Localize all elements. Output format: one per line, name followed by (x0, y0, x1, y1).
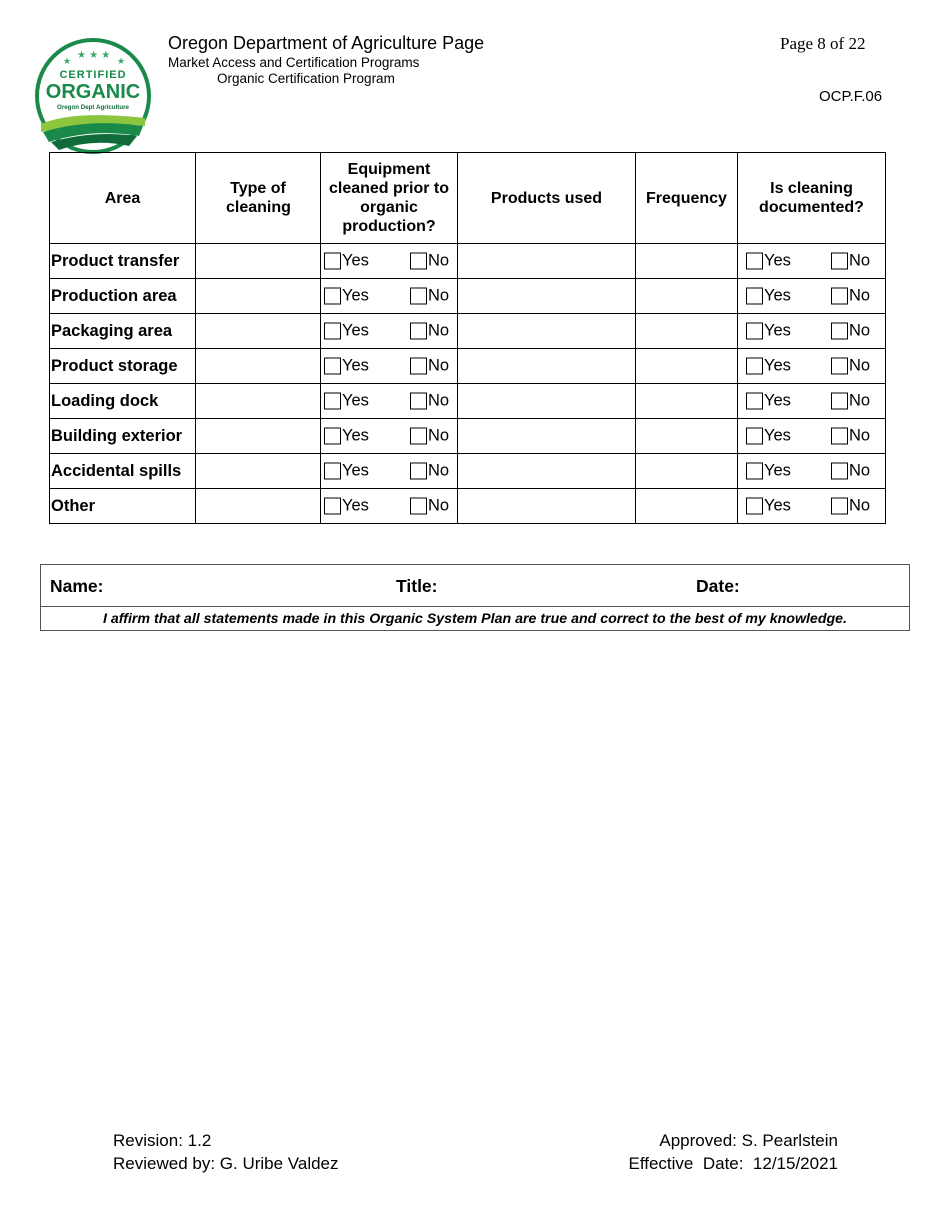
footer-right (629, 1129, 839, 1175)
svg-text:★ ★ ★: ★ ★ ★ (77, 50, 111, 61)
checkbox-icon[interactable] (410, 393, 427, 410)
equipment-cleaned-yes-checkbox[interactable] (324, 497, 369, 516)
cleaning-documented-yes-label: Yes (764, 496, 791, 515)
type-of-cleaning-input[interactable] (196, 244, 321, 279)
header-equipment-cleaned: Equipment cleaned prior to organic production? (321, 153, 458, 244)
frequency-input[interactable] (636, 454, 738, 489)
equipment-cleaned-yes-label: Yes (342, 461, 369, 480)
checkbox-icon[interactable] (410, 288, 427, 305)
checkbox-icon[interactable] (324, 358, 341, 375)
frequency-input[interactable] (636, 314, 738, 349)
svg-text:★: ★ (117, 57, 126, 67)
equipment-cleaned-yes-checkbox[interactable] (324, 252, 369, 271)
svg-text:★: ★ (63, 57, 72, 67)
header-type-of-cleaning: Type of cleaning (196, 153, 321, 244)
cleaning-documented-yes-label: Yes (764, 356, 791, 375)
cleaning-documented-yes-label: Yes (764, 251, 791, 270)
table-row (50, 489, 886, 524)
cleaning-documented-cell (738, 349, 886, 384)
cleaning-documented-no-label: No (849, 496, 871, 515)
header-products-used: Products used (458, 153, 636, 244)
checkbox-icon[interactable] (324, 253, 341, 270)
table-row (50, 454, 886, 489)
cleaning-documented-no-label: No (849, 426, 871, 445)
signature-block (40, 564, 910, 631)
reviewed-by: Reviewed by: G. Uribe Valdez (113, 1154, 339, 1173)
svg-text:CERTIFIED: CERTIFIED (59, 69, 127, 81)
checkbox-icon[interactable] (746, 358, 763, 375)
equipment-cleaned-cell (321, 349, 458, 384)
frequency-input[interactable] (636, 384, 738, 419)
equipment-cleaned-yes-label: Yes (342, 391, 369, 410)
equipment-cleaned-cell (321, 279, 458, 314)
area-label: Other (50, 489, 196, 524)
equipment-cleaned-yes-label: Yes (342, 426, 369, 445)
cleaning-documented-yes-checkbox[interactable] (746, 322, 791, 341)
type-of-cleaning-input[interactable] (196, 314, 321, 349)
cleaning-documented-cell (738, 419, 886, 454)
checkbox-icon[interactable] (831, 393, 848, 410)
cleaning-documented-cell (738, 244, 886, 279)
cleaning-documented-cell (738, 314, 886, 349)
checkbox-icon[interactable] (746, 288, 763, 305)
equipment-cleaned-yes-label: Yes (342, 286, 369, 305)
equipment-cleaned-cell (321, 314, 458, 349)
checkbox-icon[interactable] (746, 428, 763, 445)
frequency-input[interactable] (636, 419, 738, 454)
cleaning-documented-yes-checkbox[interactable] (746, 357, 791, 376)
table-row (50, 244, 886, 279)
checkbox-icon[interactable] (746, 323, 763, 340)
equipment-cleaned-yes-checkbox[interactable] (324, 287, 369, 306)
products-used-input[interactable] (458, 244, 636, 279)
cleaning-documented-cell (738, 384, 886, 419)
table-row (50, 384, 886, 419)
page-number: Page 8 of 22 (780, 34, 866, 53)
checkbox-icon[interactable] (831, 358, 848, 375)
equipment-cleaned-no-label: No (428, 391, 450, 410)
equipment-cleaned-no-label: No (428, 496, 450, 515)
cleaning-documented-yes-label: Yes (764, 391, 791, 410)
table-row (50, 349, 886, 384)
header-cleaning-documented: Is cleaning documented? (738, 153, 886, 244)
checkbox-icon[interactable] (410, 463, 427, 480)
checkbox-icon[interactable] (831, 428, 848, 445)
checkbox-icon[interactable] (324, 428, 341, 445)
title-field[interactable]: Title: (396, 576, 438, 596)
cleaning-documented-no-checkbox[interactable] (831, 392, 870, 411)
type-of-cleaning-input[interactable] (196, 489, 321, 524)
cleaning-table (49, 152, 886, 524)
checkbox-icon[interactable] (831, 323, 848, 340)
area-label: Accidental spills (50, 454, 196, 489)
products-used-input[interactable] (458, 454, 636, 489)
checkbox-icon[interactable] (831, 498, 848, 515)
approved-by: Approved: S. Pearlstein (659, 1131, 838, 1150)
cleaning-documented-yes-checkbox[interactable] (746, 462, 791, 481)
checkbox-icon[interactable] (410, 428, 427, 445)
equipment-cleaned-yes-checkbox[interactable] (324, 322, 369, 341)
equipment-cleaned-no-checkbox[interactable] (410, 497, 449, 516)
footer-left (113, 1129, 339, 1175)
checkbox-icon[interactable] (746, 253, 763, 270)
frequency-input[interactable] (636, 349, 738, 384)
equipment-cleaned-yes-label: Yes (342, 496, 369, 515)
area-label: Production area (50, 279, 196, 314)
frequency-input[interactable] (636, 279, 738, 314)
checkbox-icon[interactable] (410, 253, 427, 270)
header-subtitle-programs: Market Access and Certification Programs (168, 55, 420, 70)
equipment-cleaned-cell (321, 244, 458, 279)
cleaning-documented-no-label: No (849, 286, 871, 305)
cleaning-documented-cell (738, 489, 886, 524)
cleaning-documented-no-label: No (849, 251, 871, 270)
affirmation-statement: I affirm that all statements made in this Organic System Plan are true and correct to the best of my knowledge. (103, 611, 847, 627)
cleaning-documented-yes-checkbox[interactable] (746, 497, 791, 516)
equipment-cleaned-yes-label: Yes (342, 251, 369, 270)
checkbox-icon[interactable] (746, 393, 763, 410)
header-area: Area (50, 153, 196, 244)
type-of-cleaning-input[interactable] (196, 279, 321, 314)
cleaning-documented-no-checkbox[interactable] (831, 357, 870, 376)
checkbox-icon[interactable] (324, 498, 341, 515)
equipment-cleaned-cell (321, 419, 458, 454)
area-label: Packaging area (50, 314, 196, 349)
equipment-cleaned-yes-checkbox[interactable] (324, 427, 369, 446)
equipment-cleaned-yes-checkbox[interactable] (324, 462, 369, 481)
equipment-cleaned-yes-checkbox[interactable] (324, 357, 369, 376)
cleaning-documented-no-checkbox[interactable] (831, 287, 870, 306)
checkbox-icon[interactable] (746, 463, 763, 480)
checkbox-icon[interactable] (831, 463, 848, 480)
checkbox-icon[interactable] (746, 498, 763, 515)
type-of-cleaning-input[interactable] (196, 454, 321, 489)
table-row (50, 419, 886, 454)
cleaning-documented-no-checkbox[interactable] (831, 427, 870, 446)
frequency-input[interactable] (636, 244, 738, 279)
table-header-row (50, 153, 886, 244)
cleaning-documented-no-checkbox[interactable] (831, 462, 870, 481)
table-row (50, 279, 886, 314)
type-of-cleaning-input[interactable] (196, 384, 321, 419)
area-label: Building exterior (50, 419, 196, 454)
area-label: Loading dock (50, 384, 196, 419)
products-used-input[interactable] (458, 349, 636, 384)
checkbox-icon[interactable] (324, 463, 341, 480)
date-field[interactable]: Date: (696, 576, 740, 596)
checkbox-icon[interactable] (324, 288, 341, 305)
checkbox-icon[interactable] (324, 393, 341, 410)
equipment-cleaned-yes-label: Yes (342, 356, 369, 375)
table-row (50, 314, 886, 349)
equipment-cleaned-yes-checkbox[interactable] (324, 392, 369, 411)
cleaning-documented-no-label: No (849, 461, 871, 480)
svg-text:Oregon Dept Agriculture: Oregon Dept Agriculture (57, 104, 129, 111)
checkbox-icon[interactable] (410, 498, 427, 515)
form-code: OCP.F.06 (819, 88, 883, 105)
products-used-input[interactable] (458, 384, 636, 419)
header-frequency: Frequency (636, 153, 738, 244)
equipment-cleaned-no-label: No (428, 251, 450, 270)
equipment-cleaned-no-label: No (428, 426, 450, 445)
cleaning-documented-no-label: No (849, 391, 871, 410)
equipment-cleaned-no-label: No (428, 461, 450, 480)
cleaning-documented-no-label: No (849, 321, 871, 340)
equipment-cleaned-no-checkbox[interactable] (410, 287, 449, 306)
products-used-input[interactable] (458, 419, 636, 454)
products-used-input[interactable] (458, 279, 636, 314)
cleaning-documented-yes-label: Yes (764, 426, 791, 445)
cleaning-documented-no-checkbox[interactable] (831, 252, 870, 271)
equipment-cleaned-no-checkbox[interactable] (410, 357, 449, 376)
equipment-cleaned-no-checkbox[interactable] (410, 392, 449, 411)
area-label: Product transfer (50, 244, 196, 279)
checkbox-icon[interactable] (831, 253, 848, 270)
equipment-cleaned-cell (321, 454, 458, 489)
cleaning-documented-no-checkbox[interactable] (831, 497, 870, 516)
equipment-cleaned-cell (321, 384, 458, 419)
checkbox-icon[interactable] (410, 323, 427, 340)
equipment-cleaned-no-checkbox[interactable] (410, 322, 449, 341)
equipment-cleaned-yes-label: Yes (342, 321, 369, 340)
cleaning-documented-cell (738, 279, 886, 314)
equipment-cleaned-no-label: No (428, 356, 450, 375)
certified-organic-logo (33, 36, 153, 156)
equipment-cleaned-no-checkbox[interactable] (410, 462, 449, 481)
equipment-cleaned-no-label: No (428, 286, 450, 305)
checkbox-icon[interactable] (831, 288, 848, 305)
type-of-cleaning-input[interactable] (196, 419, 321, 454)
cleaning-documented-yes-checkbox[interactable] (746, 252, 791, 271)
name-field[interactable]: Name: (50, 576, 104, 596)
checkbox-icon[interactable] (410, 358, 427, 375)
checkbox-icon[interactable] (324, 323, 341, 340)
frequency-input[interactable] (636, 489, 738, 524)
cleaning-documented-no-checkbox[interactable] (831, 322, 870, 341)
cleaning-documented-yes-label: Yes (764, 286, 791, 305)
equipment-cleaned-no-label: No (428, 321, 450, 340)
area-label: Product storage (50, 349, 196, 384)
cleaning-documented-yes-label: Yes (764, 321, 791, 340)
products-used-input[interactable] (458, 314, 636, 349)
header-subtitle-organic: Organic Certification Program (217, 71, 395, 86)
products-used-input[interactable] (458, 489, 636, 524)
revision: Revision: 1.2 (113, 1131, 212, 1150)
header-org: Oregon Department of Agriculture Page (168, 33, 485, 53)
cleaning-documented-yes-checkbox[interactable] (746, 287, 791, 306)
svg-text:ORGANIC: ORGANIC (45, 81, 141, 103)
cleaning-documented-yes-label: Yes (764, 461, 791, 480)
type-of-cleaning-input[interactable] (196, 349, 321, 384)
equipment-cleaned-cell (321, 489, 458, 524)
effective-date: Effective Date: 12/15/2021 (628, 1154, 838, 1173)
cleaning-documented-no-label: No (849, 356, 871, 375)
cleaning-documented-yes-checkbox[interactable] (746, 392, 791, 411)
equipment-cleaned-no-checkbox[interactable] (410, 252, 449, 271)
cleaning-documented-yes-checkbox[interactable] (746, 427, 791, 446)
equipment-cleaned-no-checkbox[interactable] (410, 427, 449, 446)
cleaning-documented-cell (738, 454, 886, 489)
